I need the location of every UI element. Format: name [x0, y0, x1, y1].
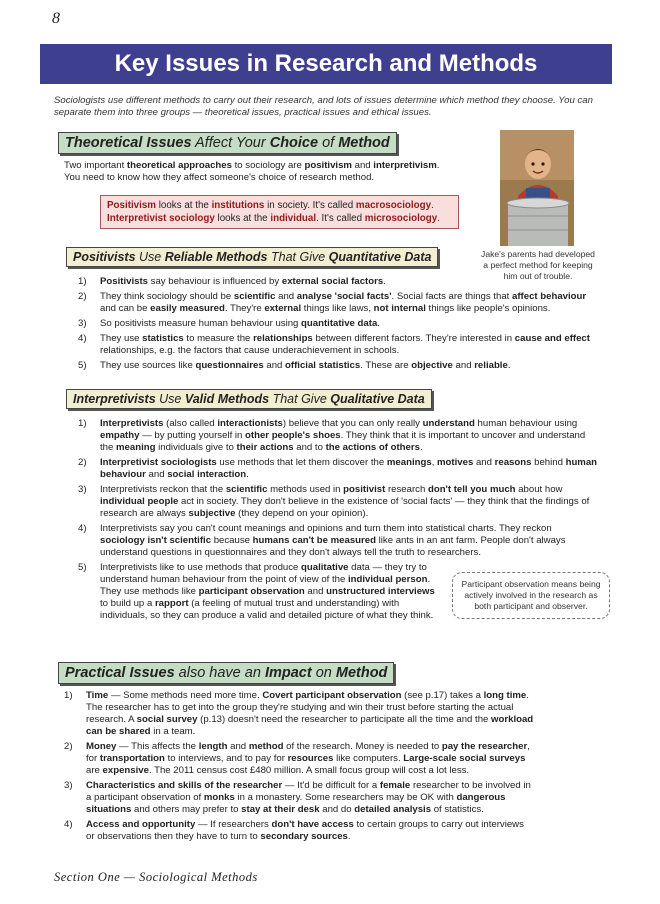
- heading-part: Method: [335, 665, 388, 681]
- text-run: to certain groups to carry out interviews or observations then they have to turn to: [86, 819, 524, 842]
- list-item: [78, 457, 598, 481]
- text-run: ) believe that you can only really: [282, 418, 423, 429]
- participant-observation-tip: Participant observation means being actively involved in the research as both participant and observer.: [452, 572, 610, 619]
- bold-term: not internal: [373, 303, 426, 314]
- bold-term: dangerous situations: [86, 792, 506, 815]
- text-run: relationships, e.g. the factors that cause underachievement in schools.: [100, 345, 400, 356]
- bold-term: the actions of others: [325, 442, 420, 453]
- bold-term: secondary sources: [260, 831, 348, 842]
- bold-term: Characteristics and skills of the researcher: [86, 780, 283, 791]
- list-item: [78, 360, 598, 372]
- list-item: [78, 562, 445, 622]
- bold-term: interactionists: [217, 418, 283, 429]
- bold-term: objective: [411, 360, 453, 371]
- bold-term: official statistics: [285, 360, 361, 371]
- text-run: are: [86, 765, 103, 776]
- heading-part: of: [318, 135, 339, 151]
- positivist-list: [78, 276, 598, 375]
- bold-term: theoretical approaches: [126, 160, 232, 171]
- list-item: [78, 418, 598, 454]
- bold-term: their actions: [236, 442, 294, 453]
- heading-part: Use: [135, 250, 165, 264]
- text-run: ,: [431, 457, 438, 468]
- text-run: .: [437, 213, 440, 224]
- bold-term: reliable: [474, 360, 508, 371]
- child-in-bin-photo: [500, 130, 574, 246]
- item-number: 2): [64, 741, 73, 752]
- item-number: 3): [78, 484, 87, 495]
- item-number: 1): [64, 690, 73, 701]
- definition-interpretivism: [107, 212, 452, 225]
- text-run: — by putting yourself in: [139, 430, 246, 441]
- bold-term: scientific: [233, 291, 276, 302]
- text-run: act in society. They don't believe in the existence of 'social facts' — they think that the findings of research are always: [100, 496, 590, 519]
- heading-interpretivists: [66, 389, 432, 409]
- bold-term: analyse 'social facts': [296, 291, 392, 302]
- item-number: 1): [78, 276, 87, 287]
- bold-term: Interpretivists: [100, 418, 164, 429]
- text-run: — If researchers: [195, 819, 272, 830]
- text-run: of statistics.: [431, 804, 484, 815]
- text-run: So positivists measure human behaviour using: [100, 318, 302, 329]
- text-run: and: [227, 741, 249, 752]
- heading-part: That Give: [269, 392, 331, 406]
- bold-term: workload can be shared: [86, 714, 534, 737]
- bold-term: understand: [422, 418, 475, 429]
- text-run: data — they try to understand human behaviour from the point of view of the: [100, 562, 427, 585]
- bold-term: individual people: [100, 496, 179, 507]
- heading-part: Practical Issues: [65, 665, 175, 681]
- bold-term: don't tell you much: [427, 484, 516, 495]
- text-run: . It's called: [316, 213, 365, 224]
- heading-part: Quantitative Data: [328, 250, 432, 264]
- heading-part: also have an: [174, 665, 265, 681]
- bold-term: Interpretivist sociologists: [100, 457, 217, 468]
- heading-part: Qualitative Data: [330, 392, 425, 406]
- text-run: like ants in an ant farm. People don't always understand questions in questionnaires and they don't always tell the truth to researchers.: [100, 535, 566, 558]
- bold-term: reasons: [494, 457, 532, 468]
- text-run: , for: [86, 741, 530, 764]
- bold-term: Access and opportunity: [86, 819, 196, 830]
- text-run: — This affects the: [116, 741, 199, 752]
- text-run: in a monastery. Some researchers may be OK with: [234, 792, 457, 803]
- text-run: — It'd be difficult for a: [282, 780, 380, 791]
- text-run: and: [304, 586, 327, 597]
- text-run: . You need to know how they affect someone's choice of research method.: [64, 160, 440, 183]
- text-run: of the research. Money is needed to: [283, 741, 442, 752]
- text-run: . The researcher has to get into the group they're studying and win their trust before starting the actual research. A: [86, 690, 529, 725]
- text-run: . The 2011 census cost £480 million. A small focus group will cost a lot less.: [148, 765, 470, 776]
- bold-term: institutions: [211, 200, 265, 211]
- heading-theoretical-issues: [58, 132, 397, 154]
- text-run: . They use methods like: [100, 574, 431, 597]
- item-number: 5): [78, 360, 87, 371]
- page-title: Key Issues in Research and Methods: [40, 44, 612, 84]
- bold-term: detailed analysis: [354, 804, 432, 815]
- text-run: and: [452, 360, 475, 371]
- text-run: and others may prefer to: [131, 804, 242, 815]
- bold-term: social interaction: [167, 469, 247, 480]
- text-run: and do: [319, 804, 355, 815]
- item-number: 4): [64, 819, 73, 830]
- bold-term: unstructured interviews: [326, 586, 435, 597]
- text-run: .: [507, 360, 511, 371]
- text-run: They use sources like: [100, 360, 196, 371]
- text-run: in society. It's called: [264, 200, 356, 211]
- bold-term: pay the researcher: [441, 741, 528, 752]
- heading-part: Affect Your: [191, 135, 270, 151]
- list-item: [78, 291, 598, 315]
- bold-term: length: [198, 741, 228, 752]
- bold-term: social survey: [136, 714, 198, 725]
- text-run: things like people's opinions.: [425, 303, 551, 314]
- item-number: 2): [78, 457, 87, 468]
- text-run: . They think that it is important to uncover and understand the: [100, 430, 586, 453]
- bold-term: motives: [437, 457, 474, 468]
- text-run: Two important: [64, 160, 127, 171]
- bold-term: relationships: [253, 333, 313, 344]
- text-run: and to: [293, 442, 326, 453]
- item-number: 2): [78, 291, 87, 302]
- bold-term: cause and effect: [514, 333, 590, 344]
- bold-term: scientific: [225, 484, 268, 495]
- bold-term: monks: [203, 792, 235, 803]
- item-number: 1): [78, 418, 87, 429]
- bold-term: humans can't be measured: [252, 535, 376, 546]
- bold-term: positivism: [304, 160, 352, 171]
- list-item: [78, 276, 598, 288]
- bold-term: microsociology: [364, 213, 438, 224]
- text-run: (a feeling of mutual trust and understanding) with individuals, so they can produce a valid and detailed picture of what they think.: [100, 598, 434, 621]
- theory-paragraph: [64, 160, 454, 184]
- text-run: to measure the: [183, 333, 254, 344]
- text-run: and: [263, 360, 286, 371]
- text-run: (they depend on your opinion).: [235, 508, 369, 519]
- intro-text: Sociologists use different methods to carry out their research, and lots of issues determine which method they choose. You can separate them into three groups — theoretical issues, practical issues and ethical issues.: [54, 95, 593, 118]
- bold-term: individual person: [348, 574, 428, 585]
- item-number: 4): [78, 523, 87, 534]
- text-run: research: [385, 484, 428, 495]
- heading-part: Choice: [269, 135, 319, 151]
- bold-term: Money: [86, 741, 117, 752]
- text-run: . These are: [360, 360, 412, 371]
- bold-term: macrosociology: [355, 200, 432, 211]
- bold-term: long time: [483, 690, 527, 701]
- text-run: like computers.: [333, 753, 404, 764]
- text-run: .: [246, 469, 249, 480]
- text-run: about how: [515, 484, 563, 495]
- text-run: Interpretivists reckon that the: [100, 484, 226, 495]
- list-item: [64, 780, 534, 816]
- bold-term: expensive: [102, 765, 149, 776]
- heading-part: Valid Methods: [184, 392, 270, 406]
- heading-part: on: [311, 665, 336, 681]
- text-run: (also called: [163, 418, 218, 429]
- text-run: to sociology are: [231, 160, 305, 171]
- bold-term: meanings: [386, 457, 432, 468]
- bold-term: female: [379, 780, 411, 791]
- photo-caption: Jake's parents had developed a perfect method for keeping him out of trouble.: [481, 249, 595, 281]
- bold-term: sociology isn't scientific: [100, 535, 212, 546]
- bold-term: interpretivism: [373, 160, 437, 171]
- bold-term: affect behaviour: [512, 291, 587, 302]
- bold-term: meaning: [116, 442, 156, 453]
- item-number: 3): [78, 318, 87, 329]
- text-run: and: [275, 291, 297, 302]
- bold-term: individual: [270, 213, 317, 224]
- text-run: and: [351, 160, 374, 171]
- bold-term: Covert participant observation: [262, 690, 402, 701]
- bold-term: transportation: [99, 753, 165, 764]
- heading-positivists: [66, 247, 438, 267]
- heading-part: Reliable Methods: [164, 250, 268, 264]
- bold-term: resources: [287, 753, 334, 764]
- text-run: .: [347, 831, 351, 842]
- text-run: methods used in: [267, 484, 344, 495]
- list-item: [78, 318, 598, 330]
- text-run: .: [431, 200, 434, 211]
- text-run: looks at the: [214, 213, 271, 224]
- bold-term: human behaviour: [100, 457, 598, 480]
- bold-term: method: [248, 741, 284, 752]
- bold-term: don't have access: [271, 819, 354, 830]
- bold-term: Positivism: [107, 200, 157, 211]
- text-run: and: [473, 457, 495, 468]
- heading-part: Theoretical Issues: [65, 135, 192, 151]
- bold-term: quantitative data: [301, 318, 378, 329]
- heading-part: Impact: [264, 665, 312, 681]
- heading-part: Use: [155, 392, 185, 406]
- text-run: and can be: [100, 303, 151, 314]
- bold-term: Time: [86, 690, 109, 701]
- text-run: in a team.: [150, 726, 196, 737]
- bold-term: Interpretivist sociology: [107, 213, 215, 224]
- bold-term: Large-scale social surveys: [403, 753, 526, 764]
- item-number: 5): [78, 562, 87, 573]
- text-run: between different factors. They're interested in: [312, 333, 515, 344]
- practical-issues-list: [64, 690, 534, 846]
- bold-term: subjective: [188, 508, 236, 519]
- text-run: (p.13) doesn't need the researcher to participate all the time and the: [197, 714, 492, 725]
- bold-term: statistics: [142, 333, 184, 344]
- text-run: use methods that let them discover the: [216, 457, 387, 468]
- text-run: . They're: [224, 303, 265, 314]
- text-run: .: [419, 442, 423, 453]
- text-run: to build up a: [100, 598, 155, 609]
- text-run: human behaviour using: [474, 418, 578, 429]
- text-run: things like laws,: [301, 303, 374, 314]
- text-run: — Some methods need more time.: [108, 690, 263, 701]
- item-number: 4): [78, 333, 87, 344]
- bold-term: external social factors: [281, 276, 384, 287]
- page-number: 8: [52, 10, 60, 27]
- text-run: say behaviour is influenced by: [148, 276, 282, 287]
- text-run: .: [383, 276, 386, 287]
- text-run: individuals give to: [155, 442, 237, 453]
- text-run: Interpretivists say you can't count meanings and opinions and turn them into statistical charts. They reckon: [100, 523, 552, 534]
- list-item: [78, 523, 598, 559]
- heading-practical-issues: [58, 662, 394, 684]
- text-run: They think sociology should be: [100, 291, 234, 302]
- bold-term: external: [264, 303, 302, 314]
- bold-term: qualitative: [301, 562, 349, 573]
- list-item: [64, 690, 534, 738]
- bold-term: participant observation: [198, 586, 305, 597]
- text-run: researcher to be involved in a participant observation of: [86, 780, 531, 803]
- heading-part: Interpretivists: [73, 392, 156, 406]
- bold-term: other people's shoes: [245, 430, 341, 441]
- text-run: . Social facts are things that: [391, 291, 513, 302]
- text-run: to interviews, and to pay for: [164, 753, 288, 764]
- bold-term: stay at their desk: [241, 804, 320, 815]
- list-item: [78, 333, 598, 357]
- heading-part: Method: [338, 135, 390, 151]
- text-run: (see p.17) takes a: [401, 690, 484, 701]
- text-run: looks at the: [156, 200, 212, 211]
- text-run: They use: [100, 333, 143, 344]
- list-item: [78, 484, 598, 520]
- bold-term: empathy: [100, 430, 140, 441]
- bold-term: Positivists: [100, 276, 148, 287]
- bold-term: rapport: [154, 598, 189, 609]
- definition-positivism: [107, 199, 452, 212]
- section-footer: Section One — Sociological Methods: [54, 870, 258, 884]
- item-number: 3): [64, 780, 73, 791]
- bold-term: questionnaires: [195, 360, 264, 371]
- photo-illustration: [500, 130, 574, 246]
- definition-box: [100, 195, 459, 229]
- text-run: behind: [531, 457, 566, 468]
- heading-part: That Give: [267, 250, 329, 264]
- text-run: .: [377, 318, 380, 329]
- text-run: and: [145, 469, 168, 480]
- bold-term: positivist: [343, 484, 386, 495]
- heading-part: Positivists: [73, 250, 136, 264]
- text-run: Interpretivists like to use methods that produce: [100, 562, 302, 573]
- bold-term: easily measured: [150, 303, 225, 314]
- text-run: because: [211, 535, 253, 546]
- list-item: [64, 741, 534, 777]
- list-item: [64, 819, 534, 843]
